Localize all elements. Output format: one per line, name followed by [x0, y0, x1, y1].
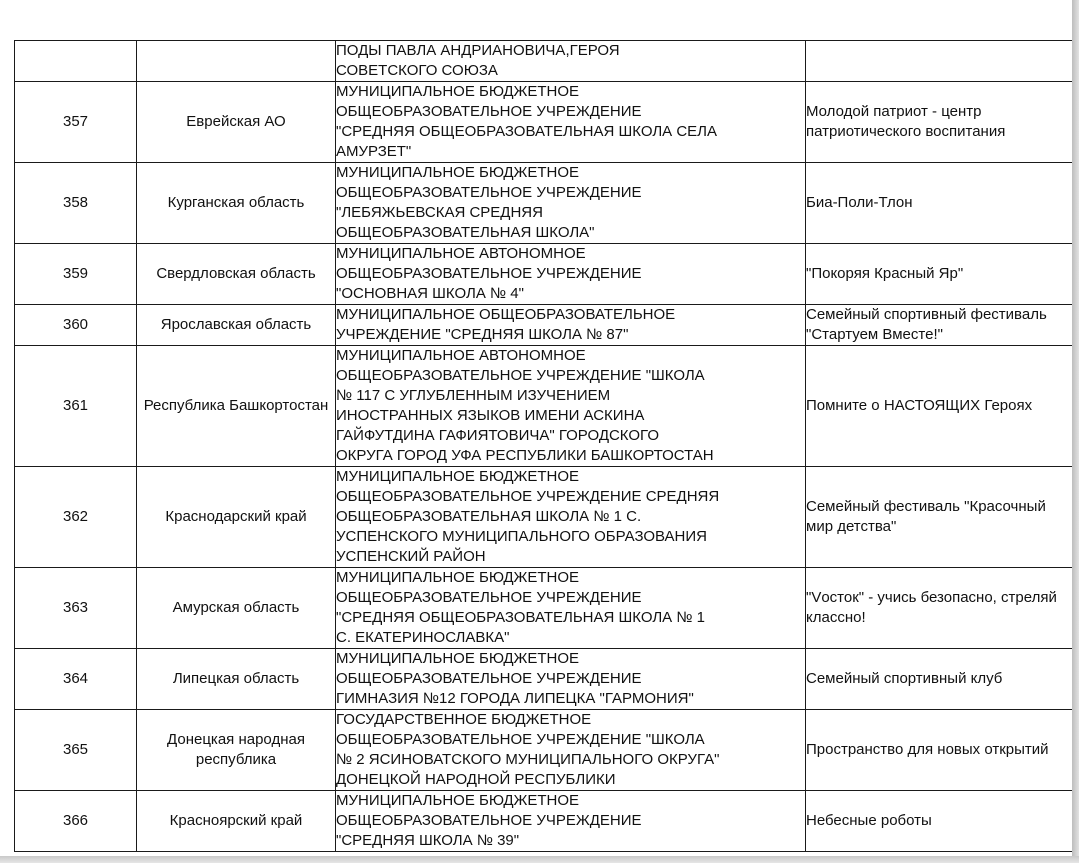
project-cell: Семейный фестиваль "Красочный мир детства"	[806, 467, 1073, 568]
row-number: 363	[15, 568, 137, 649]
project-cell: Небесные роботы	[806, 791, 1073, 852]
project-cell: Биа-Поли-Тлон	[806, 163, 1073, 244]
table-row	[15, 305, 1073, 346]
region-cell: Амурская область	[137, 568, 336, 649]
table-row	[15, 791, 1073, 852]
project-cell: Пространство для новых открытий	[806, 710, 1073, 791]
row-number: 364	[15, 649, 137, 710]
table-row	[15, 346, 1073, 467]
region-cell: Курганская область	[137, 163, 336, 244]
row-number: 357	[15, 82, 137, 163]
table-row	[15, 467, 1073, 568]
region-cell: Еврейская АО	[137, 82, 336, 163]
row-number: 359	[15, 244, 137, 305]
row-number: 362	[15, 467, 137, 568]
table-row	[15, 710, 1073, 791]
project-cell: Помните о НАСТОЯЩИХ Героях	[806, 346, 1073, 467]
table-row	[15, 568, 1073, 649]
page-bottom-shadow	[0, 856, 1079, 863]
organization-cell: МУНИЦИПАЛЬНОЕ БЮДЖЕТНОЕ ОБЩЕОБРАЗОВАТЕЛЬНОЕ УЧРЕЖДЕНИЕ "СРЕДНЯЯ ШКОЛА № 39"	[336, 791, 806, 852]
project-cell: Семейный спортивный клуб	[806, 649, 1073, 710]
row-number: 360	[15, 305, 137, 346]
organization-cell: МУНИЦИПАЛЬНОЕ АВТОНОМНОЕ ОБЩЕОБРАЗОВАТЕЛЬНОЕ УЧРЕЖДЕНИЕ "ОСНОВНАЯ ШКОЛА № 4"	[336, 244, 806, 305]
project-cell: Семейный спортивный фестиваль "Стартуем Вместе!"	[806, 305, 1073, 346]
region-cell: Краснодарский край	[137, 467, 336, 568]
page-edge-shadow	[1072, 0, 1079, 863]
table-row	[15, 244, 1073, 305]
table-row	[15, 649, 1073, 710]
row-number	[15, 41, 137, 82]
region-cell: Донецкая народная республика	[137, 710, 336, 791]
organization-cell: ПОДЫ ПАВЛА АНДРИАНОВИЧА,ГЕРОЯ СОВЕТСКОГО СОЮЗА	[336, 41, 806, 82]
row-number: 366	[15, 791, 137, 852]
organization-cell: МУНИЦИПАЛЬНОЕ АВТОНОМНОЕ ОБЩЕОБРАЗОВАТЕЛЬНОЕ УЧРЕЖДЕНИЕ "ШКОЛА № 117 С УГЛУБЛЕННЫМ ИЗУЧЕНИЕМ ИНОСТРАННЫХ ЯЗЫКОВ ИМЕНИ АСКИНА ГАЙФУТДИНА ГАФИЯТОВИЧА" ГОРОДСКОГО ОКРУГА ГОРОД УФА РЕСПУБЛИКИ БАШКОРТОСТАН	[336, 346, 806, 467]
region-cell	[137, 41, 336, 82]
row-number: 365	[15, 710, 137, 791]
organization-cell: МУНИЦИПАЛЬНОЕ БЮДЖЕТНОЕ ОБЩЕОБРАЗОВАТЕЛЬНОЕ УЧРЕЖДЕНИЕ "ЛЕБЯЖЬЕВСКАЯ СРЕДНЯЯ ОБЩЕОБРАЗОВАТЕЛЬНАЯ ШКОЛА"	[336, 163, 806, 244]
region-cell: Красноярский край	[137, 791, 336, 852]
row-number: 361	[15, 346, 137, 467]
organization-cell: МУНИЦИПАЛЬНОЕ БЮДЖЕТНОЕ ОБЩЕОБРАЗОВАТЕЛЬНОЕ УЧРЕЖДЕНИЕ "СРЕДНЯЯ ОБЩЕОБРАЗОВАТЕЛЬНАЯ ШКОЛА № 1 С. ЕКАТЕРИНОСЛАВКА"	[336, 568, 806, 649]
region-cell: Ярославская область	[137, 305, 336, 346]
organization-cell: МУНИЦИПАЛЬНОЕ БЮДЖЕТНОЕ ОБЩЕОБРАЗОВАТЕЛЬНОЕ УЧРЕЖДЕНИЕ СРЕДНЯЯ ОБЩЕОБРАЗОВАТЕЛЬНАЯ ШКОЛА № 1 С. УСПЕНСКОГО МУНИЦИПАЛЬНОГО ОБРАЗОВАНИЯ УСПЕНСКИЙ РАЙОН	[336, 467, 806, 568]
table-row	[15, 41, 1073, 82]
project-cell	[806, 41, 1073, 82]
organization-cell: МУНИЦИПАЛЬНОЕ ОБЩЕОБРАЗОВАТЕЛЬНОЕ УЧРЕЖДЕНИЕ "СРЕДНЯЯ ШКОЛА № 87"	[336, 305, 806, 346]
region-cell: Свердловская область	[137, 244, 336, 305]
table-row	[15, 163, 1073, 244]
row-number: 358	[15, 163, 137, 244]
project-cell: Молодой патриот - центр патриотического воспитания	[806, 82, 1073, 163]
region-cell: Липецкая область	[137, 649, 336, 710]
organization-cell: МУНИЦИПАЛЬНОЕ БЮДЖЕТНОЕ ОБЩЕОБРАЗОВАТЕЛЬНОЕ УЧРЕЖДЕНИЕ "СРЕДНЯЯ ОБЩЕОБРАЗОВАТЕЛЬНАЯ ШКОЛА СЕЛА АМУРЗЕТ"	[336, 82, 806, 163]
organization-cell: МУНИЦИПАЛЬНОЕ БЮДЖЕТНОЕ ОБЩЕОБРАЗОВАТЕЛЬНОЕ УЧРЕЖДЕНИЕ ГИМНАЗИЯ №12 ГОРОДА ЛИПЕЦКА "ГАРМОНИЯ"	[336, 649, 806, 710]
region-cell: Республика Башкортостан	[137, 346, 336, 467]
organization-cell: ГОСУДАРСТВЕННОЕ БЮДЖЕТНОЕ ОБЩЕОБРАЗОВАТЕЛЬНОЕ УЧРЕЖДЕНИЕ "ШКОЛА № 2 ЯСИНОВАТСКОГО МУНИЦИПАЛЬНОГО ОКРУГА" ДОНЕЦКОЙ НАРОДНОЙ РЕСПУБЛИКИ	[336, 710, 806, 791]
project-cell: "Покоряя Красный Яр"	[806, 244, 1073, 305]
project-cell: "Vосток" - учись безопасно, стреляй классно!	[806, 568, 1073, 649]
table-row	[15, 82, 1073, 163]
schools-table	[14, 40, 1072, 852]
